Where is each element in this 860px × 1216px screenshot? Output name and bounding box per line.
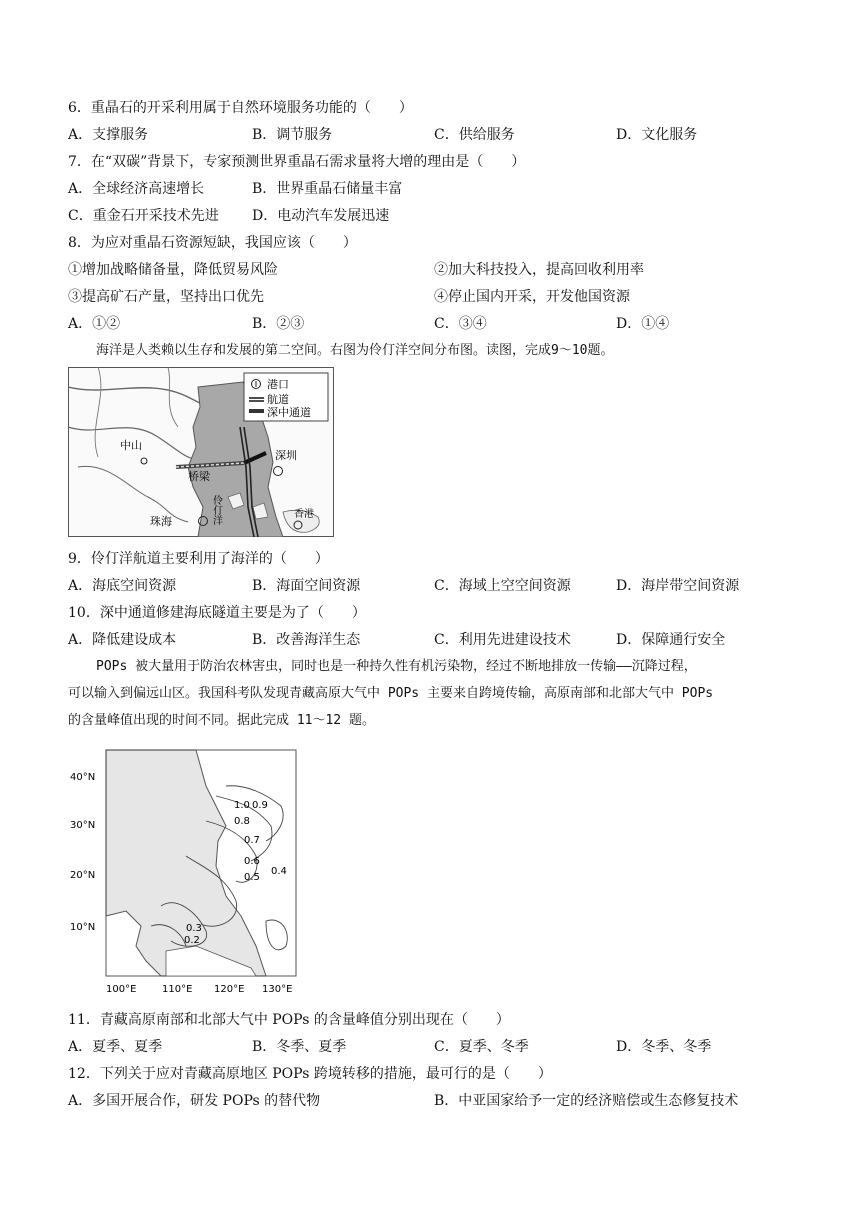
contour-0-4: 0.4 xyxy=(271,866,287,877)
q10-option-b[interactable]: B．改善海洋生态 xyxy=(252,632,361,648)
q8-option-d[interactable]: D．①④ xyxy=(616,316,670,332)
contour-0-5: 0.5 xyxy=(244,872,260,883)
lat-40n: 40°N xyxy=(70,772,96,783)
pops-concentration-map xyxy=(66,746,302,998)
q8-statement-1: ①增加战略储备量，降低贸易风险 xyxy=(68,262,278,278)
contour-0-6: 0.6 xyxy=(244,856,260,867)
contour-0-8: 0.8 xyxy=(234,816,250,827)
place-shenzhen: 深圳 xyxy=(275,449,297,462)
q6-option-b[interactable]: B．调节服务 xyxy=(252,127,333,143)
contour-0-9: 0.9 xyxy=(252,800,268,811)
q10-option-d[interactable]: D．保障通行安全 xyxy=(616,632,726,648)
question-8-stem: 8．为应对重晶石资源短缺，我国应该（ ） xyxy=(68,235,357,251)
q8-statement-4: ④停止国内开采，开发他国资源 xyxy=(434,289,630,305)
q6-option-a[interactable]: A．支撑服务 xyxy=(68,127,149,143)
lon-100e: 100°E xyxy=(106,984,137,995)
q6-option-d[interactable]: D．文化服务 xyxy=(616,127,698,143)
q11-option-b[interactable]: B．冬季、夏季 xyxy=(252,1039,347,1055)
lat-30n: 30°N xyxy=(70,820,96,831)
lon-130e: 130°E xyxy=(262,984,293,995)
contour-0-7: 0.7 xyxy=(244,835,260,846)
question-6-stem: 6．重晶石的开采利用属于自然环境服务功能的（ ） xyxy=(68,100,413,116)
question-7-stem: 7．在“双碳”背景下，专家预测世界重晶石需求量将大增的理由是（ ） xyxy=(68,154,526,170)
intro-11-12-line2: 可以输入到偏远山区。我国科考队发现青藏高原大气中 POPs 主要来自跨境传输，高原南部和北部大气中 POPs xyxy=(68,686,714,701)
q8-option-c[interactable]: C．③④ xyxy=(434,316,487,332)
legend-route-label: 航道 xyxy=(267,393,289,406)
q11-option-c[interactable]: C．夏季、冬季 xyxy=(434,1039,529,1055)
contour-0-2: 0.2 xyxy=(184,935,200,946)
q12-option-b[interactable]: B．中亚国家给予一定的经济赔偿或生态修复技术 xyxy=(434,1093,739,1109)
q9-option-b[interactable]: B．海面空间资源 xyxy=(252,578,361,594)
intro-11-12-line1: POPs 被大量用于防治农林害虫，同时也是一种持久性有机污染物，经过不断地排放一传输——沉降过程， xyxy=(96,659,697,674)
q7-option-a[interactable]: A．全球经济高速增长 xyxy=(68,181,205,197)
lon-110e: 110°E xyxy=(162,984,193,995)
lat-10n: 10°N xyxy=(70,922,96,933)
q8-option-a[interactable]: A．①② xyxy=(68,316,121,332)
q11-option-d[interactable]: D．冬季、冬季 xyxy=(616,1039,712,1055)
q9-option-a[interactable]: A．海底空间资源 xyxy=(68,578,177,594)
lingdingyang-map xyxy=(68,367,334,537)
q11-option-a[interactable]: A．夏季、夏季 xyxy=(68,1039,163,1055)
intro-11-12-line3: 的含量峰值出现的时间不同。据此完成 11～12 题。 xyxy=(68,713,375,728)
contour-0-3: 0.3 xyxy=(186,923,202,934)
question-10-stem: 10．深中通道修建海底隧道主要是为了（ ） xyxy=(68,605,366,621)
lat-20n: 20°N xyxy=(70,870,96,881)
q6-option-c[interactable]: C．供给服务 xyxy=(434,127,515,143)
legend-tunnel-label: 深中通道 xyxy=(267,406,311,419)
q7-option-d[interactable]: D．电动汽车发展迅速 xyxy=(252,208,390,224)
lon-120e: 120°E xyxy=(214,984,245,995)
place-zhuhai: 珠海 xyxy=(150,515,172,528)
intro-9-10: 海洋是人类赖以生存和发展的第二空间。右图为伶仃洋空间分布图。读图，完成9～10题。 xyxy=(96,343,614,358)
legend-port-label: 港口 xyxy=(267,378,289,391)
contour-1-0: 1.0 xyxy=(234,800,250,811)
question-9-stem: 9．伶仃洋航道主要利用了海洋的（ ） xyxy=(68,551,329,567)
q7-option-b[interactable]: B．世界重晶石储量丰富 xyxy=(252,181,403,197)
place-hongkong: 香港 xyxy=(294,509,314,520)
place-bridge: 桥梁 xyxy=(188,470,210,483)
q12-option-a[interactable]: A．多国开展合作，研发 POPs 的替代物 xyxy=(68,1093,321,1109)
q8-option-b[interactable]: B．②③ xyxy=(252,316,305,332)
q8-statement-3: ③提高矿石产量，坚持出口优先 xyxy=(68,289,264,305)
q9-option-c[interactable]: C．海域上空空间资源 xyxy=(434,578,571,594)
q7-option-c[interactable]: C．重金石开采技术先进 xyxy=(68,208,219,224)
place-zhongshan: 中山 xyxy=(120,439,142,452)
q10-option-a[interactable]: A．降低建设成本 xyxy=(68,632,177,648)
q10-option-c[interactable]: C．利用先进建设技术 xyxy=(434,632,571,648)
place-lingdingyang: 伶仃洋 xyxy=(210,495,222,525)
q9-option-d[interactable]: D．海岸带空间资源 xyxy=(616,578,740,594)
question-12-stem: 12．下列关于应对青藏高原地区 POPs 跨境转移的措施，最可行的是（ ） xyxy=(68,1066,552,1082)
q8-statement-2: ②加大科技投入，提高回收利用率 xyxy=(434,262,644,278)
question-11-stem: 11．青藏高原南部和北部大气中 POPs 的含量峰值分别出现在（ ） xyxy=(68,1012,510,1028)
